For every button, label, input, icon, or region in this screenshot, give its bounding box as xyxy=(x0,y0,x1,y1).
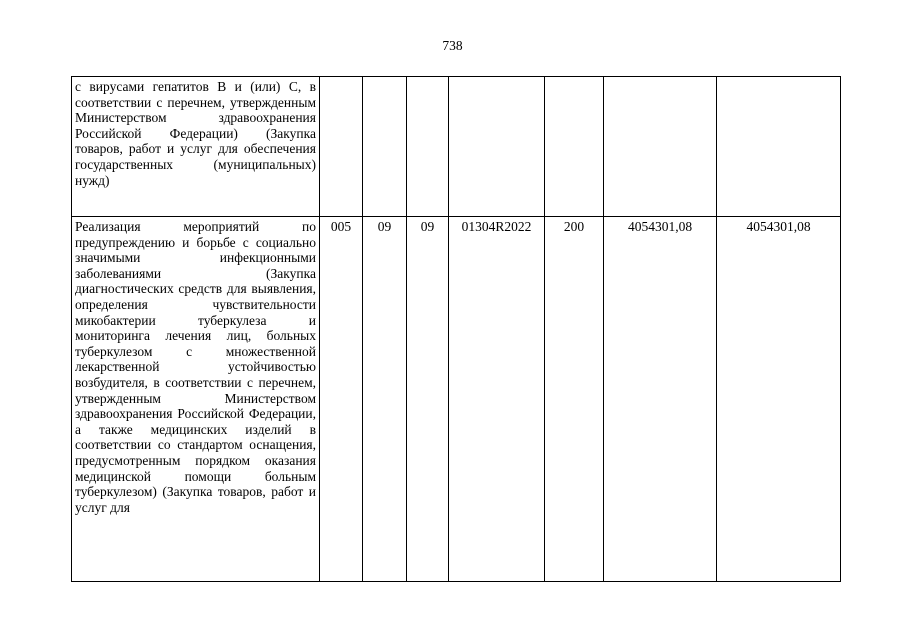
amount-2-cell: 4054301,08 xyxy=(717,217,841,582)
amount-1-cell: 4054301,08 xyxy=(604,217,717,582)
section-cell xyxy=(363,77,407,217)
table-row xyxy=(72,77,841,217)
ministry-code-cell xyxy=(320,77,363,217)
amount-2-cell xyxy=(717,77,841,217)
page-number: 738 xyxy=(442,38,463,53)
target-article-cell: 01304R2022 xyxy=(449,217,545,582)
table-row xyxy=(72,217,841,582)
amount-1-cell xyxy=(604,77,717,217)
row-description: Реализация мероприятий по предупреждению и борьбе с социально значимыми инфекционными заболеваниями (Закупка диагностических средств для выявления, определения чувствительности микобактерии туберкулеза и мониторинга лечения лиц, больных туберкулезом с множественной лекарственной устойчивостью возбудителя, в соответствии с перечнем, утвержденным Министерством здравоохранения Российской Федерации, а также медицинских изделий в соответствии со стандартом оснащения, предусмотренным порядком оказания медицинской помощи больным туберкулезом) (Закупка товаров, работ и услуг для xyxy=(72,217,320,582)
subsection-cell xyxy=(407,77,449,217)
section-cell: 09 xyxy=(363,217,407,582)
target-article-cell xyxy=(449,77,545,217)
expense-type-cell: 200 xyxy=(545,217,604,582)
ministry-code-cell: 005 xyxy=(320,217,363,582)
expense-type-cell xyxy=(545,77,604,217)
subsection-cell: 09 xyxy=(407,217,449,582)
row-description: с вирусами гепатитов В и (или) С, в соответствии с перечнем, утвержденным Министерством здравоохранения Российской Федерации) (Закупка товаров, работ и услуг для обеспечения государственных (муниципальных) нужд) xyxy=(72,77,320,217)
budget-table xyxy=(71,76,841,582)
